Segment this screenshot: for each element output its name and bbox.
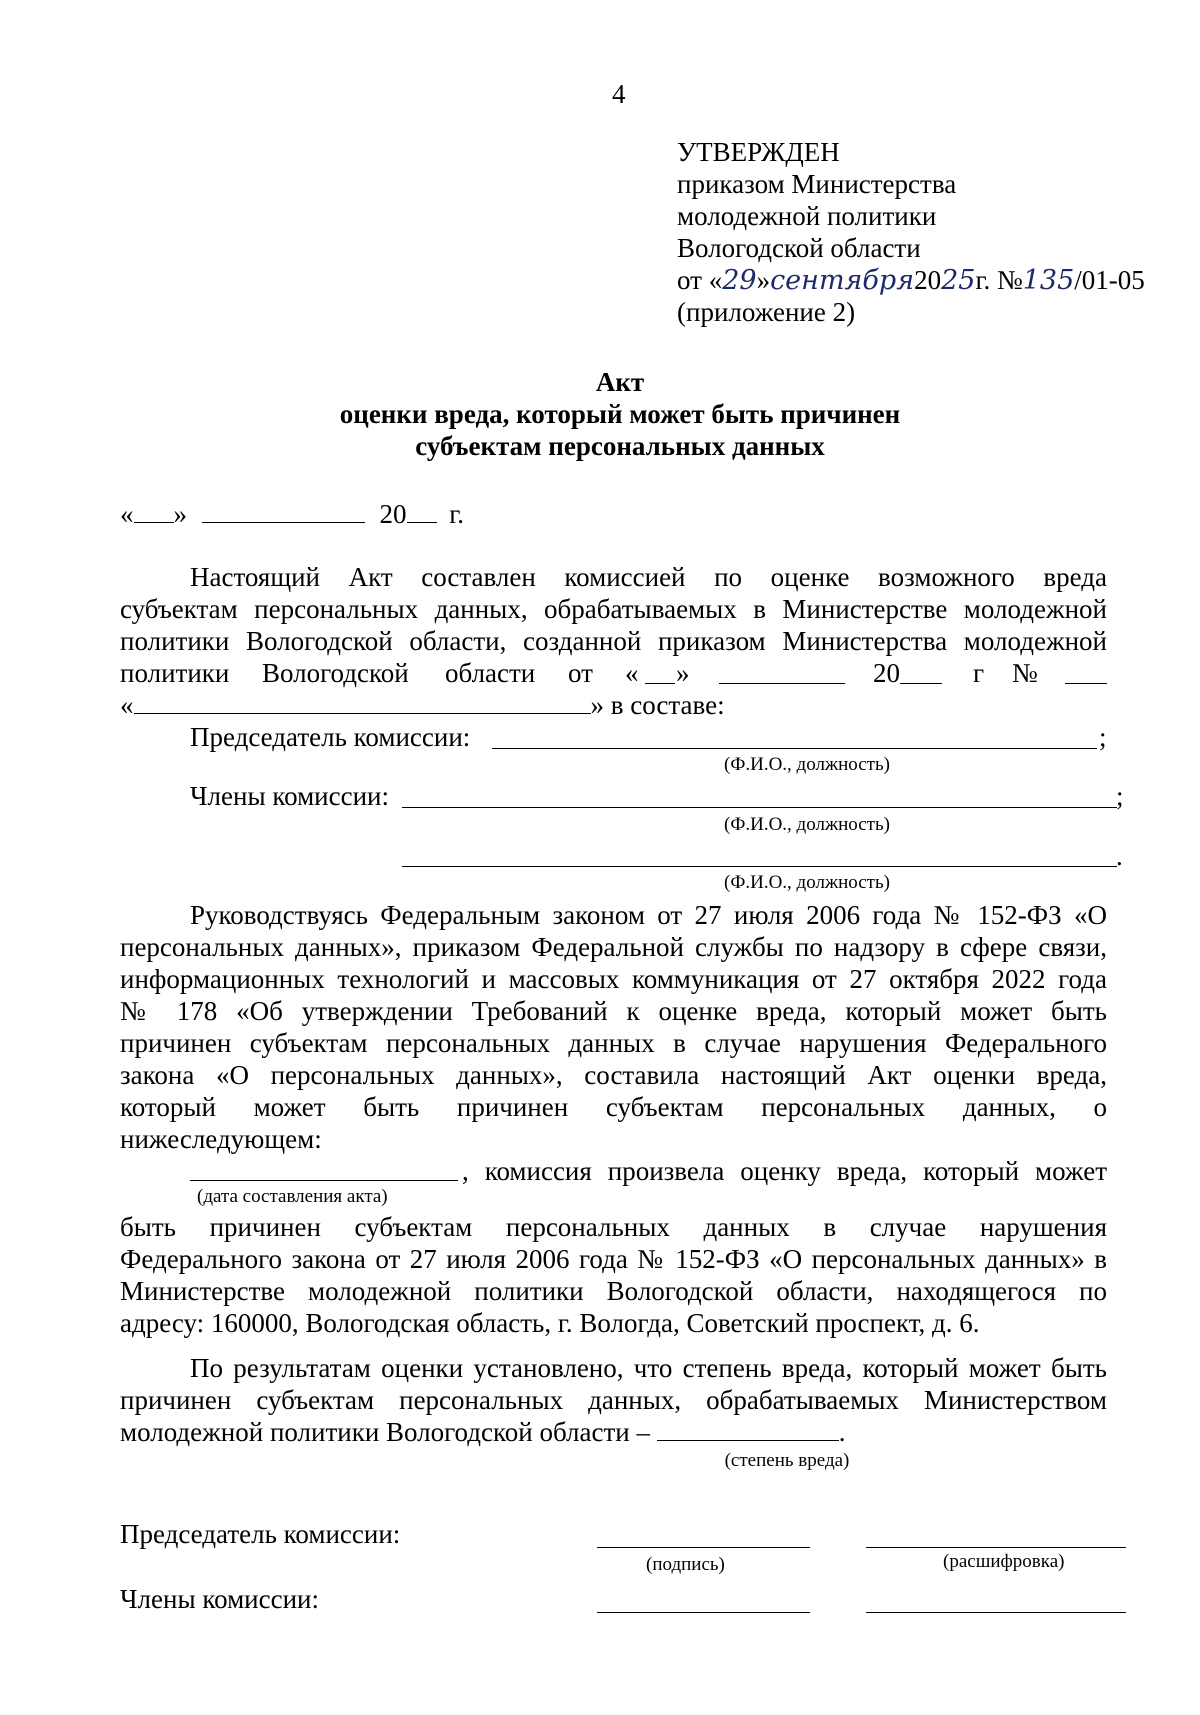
- signature-chair-label: Председатель комиссии:: [120, 1519, 401, 1549]
- heading-line2: оценки вреда, который может быть причинен: [339, 399, 901, 429]
- number-suffix: /01-05: [1074, 265, 1145, 295]
- approval-date-line: [677, 264, 1145, 297]
- para1-l4-quote-open: «: [625, 658, 639, 688]
- para3-date-hint: (дата составления акта): [197, 1186, 388, 1207]
- signature-chair-sign-line: [597, 1547, 810, 1548]
- signature-chair-decode-line: [866, 1547, 1126, 1548]
- para4-l3-end: .: [838, 1417, 846, 1447]
- commission-members-label: Члены комиссии:: [190, 781, 389, 811]
- para3-line4: Министерстве молодежной политики Вологодской области, находящегося по: [120, 1276, 1107, 1306]
- para2-line5: причинен субъектам персональных данных в случае нарушения Федерального: [120, 1028, 1107, 1058]
- heading-line1: Акт: [595, 367, 645, 397]
- para1-l4-quote-close: »: [676, 658, 690, 688]
- para1-l4-number-blank: [1065, 659, 1107, 684]
- para1-line1: Настоящий Акт составлен комиссией по оценке возможного вреда: [190, 562, 1107, 592]
- para3-date-blank: [190, 1180, 458, 1181]
- para2-line6: закона «О персональных данных», составила настоящий Акт оценки вреда,: [120, 1060, 1107, 1090]
- commission-chair-hint: (Ф.И.О., должность): [724, 754, 890, 775]
- heading-line3: субъектам персональных данных: [415, 431, 825, 461]
- para1-l4-year-blank: [900, 659, 942, 684]
- para1-l4-year: 20: [873, 658, 900, 688]
- signature-sign-hint: (подпись): [646, 1554, 725, 1575]
- commission-chair-label: Председатель комиссии:: [190, 722, 471, 752]
- date-year-blank: [407, 498, 437, 523]
- para1-l4-word3: области: [445, 658, 536, 688]
- date-quote-close: »: [173, 499, 187, 529]
- year-handwritten: 25: [941, 265, 976, 296]
- commission-chair-end: ;: [1099, 722, 1107, 752]
- para1-line5: [120, 689, 725, 721]
- date-line: [120, 498, 464, 530]
- para3-line5: адресу: 160000, Вологодская область, г. Вологда, Советский проспект, д. 6.: [120, 1308, 980, 1338]
- para2-line4: № 178 «Об утверждении Требований к оценке вреда, который может быть: [120, 996, 1107, 1026]
- commission-chair-blank: [492, 748, 1097, 749]
- signature-members-label: Члены комиссии:: [120, 1584, 319, 1614]
- para1-l5-quote-open: «: [120, 690, 134, 720]
- commission-last-end: .: [1116, 841, 1123, 871]
- para2-line3: информационных технологий и массовых коммуникация от 27 октября 2022 года: [120, 964, 1107, 994]
- commission-member2-hint: (Ф.И.О., должность): [724, 872, 890, 893]
- para1-l4-g: г: [973, 658, 985, 688]
- month-handwritten: сентября: [770, 265, 915, 296]
- para1-l5-rest: » в составе:: [590, 690, 725, 720]
- para1-l5-name-blank: [134, 689, 591, 714]
- date-day-blank: [134, 498, 174, 523]
- date-year: 20: [379, 499, 407, 529]
- signature-members-sign-line: [597, 1612, 810, 1613]
- approval-appendix: (приложение 2): [677, 297, 856, 327]
- para3-line1: , комиссия произвела оценку вреда, который может: [462, 1156, 1107, 1186]
- para2-line2: персональных данных», приказом Федеральной службы по надзору в сфере связи,: [120, 932, 1107, 962]
- para4-degree-blank: [657, 1416, 839, 1441]
- date-g: г.: [449, 499, 465, 529]
- approval-title: УТВЕРЖДЕН: [677, 137, 840, 167]
- para4-l3-text: молодежной политики Вологодской области –: [120, 1417, 650, 1447]
- para4-line1: По результатам оценки установлено, что степень вреда, который может быть: [190, 1353, 1107, 1383]
- approval-line2: молодежной политики: [677, 201, 937, 231]
- commission-member1-blank: [402, 807, 1117, 808]
- para1-l4-number-sign: №: [1012, 658, 1038, 688]
- para1-l4-day-blank: [645, 659, 675, 684]
- para4-line2: причинен субъектам персональных данных, обрабатываемых Министерством: [120, 1385, 1107, 1415]
- day-handwritten: 29: [722, 265, 757, 296]
- date-quote-open: «: [120, 499, 134, 529]
- date-month-blank: [202, 498, 365, 523]
- commission-member1-hint: (Ф.И.О., должность): [724, 814, 890, 835]
- signature-members-decode-line: [866, 1612, 1126, 1613]
- para2-line8: нижеследующем:: [120, 1124, 322, 1154]
- para4-degree-hint: (степень вреда): [724, 1450, 850, 1471]
- approval-line3: Вологодской области: [677, 233, 921, 263]
- date-prefix: от «: [677, 265, 723, 295]
- number-prefix: г. №: [975, 265, 1023, 295]
- para3-line3: Федерального закона от 27 июля 2006 года № 152-ФЗ «О персональных данных» в: [120, 1244, 1107, 1274]
- approval-line1: приказом Министерства: [677, 169, 957, 199]
- date-mid: »: [756, 265, 771, 295]
- page-number: 4: [612, 79, 626, 109]
- para1-l4-word1: политики: [120, 658, 230, 688]
- para2-line7: который может быть причинен субъектам персональных данных, о: [120, 1092, 1107, 1122]
- para1-l4-word4: от: [568, 658, 593, 688]
- para1-line2: субъектам персональных данных, обрабатываемых в Министерстве молодежной: [120, 594, 1107, 624]
- para1-l4-month-blank: [719, 659, 845, 684]
- signature-decode-hint: (расшифровка): [943, 1551, 1065, 1572]
- para1-l4-word2: Вологодской: [262, 658, 409, 688]
- para3-line2: быть причинен субъектам персональных данных в случае нарушения: [120, 1212, 1107, 1242]
- para4-line3: [120, 1416, 845, 1448]
- para1-line3: политики Вологодской области, созданной приказом Министерства молодежной: [120, 626, 1107, 656]
- year-prefix: 20: [914, 265, 942, 295]
- para2-line1: Руководствуясь Федеральным законом от 27 июля 2006 года № 152-ФЗ «О: [190, 900, 1107, 930]
- number-handwritten: 135: [1022, 265, 1075, 296]
- commission-members-end: ;: [1116, 781, 1124, 811]
- commission-member2-blank: [402, 866, 1117, 867]
